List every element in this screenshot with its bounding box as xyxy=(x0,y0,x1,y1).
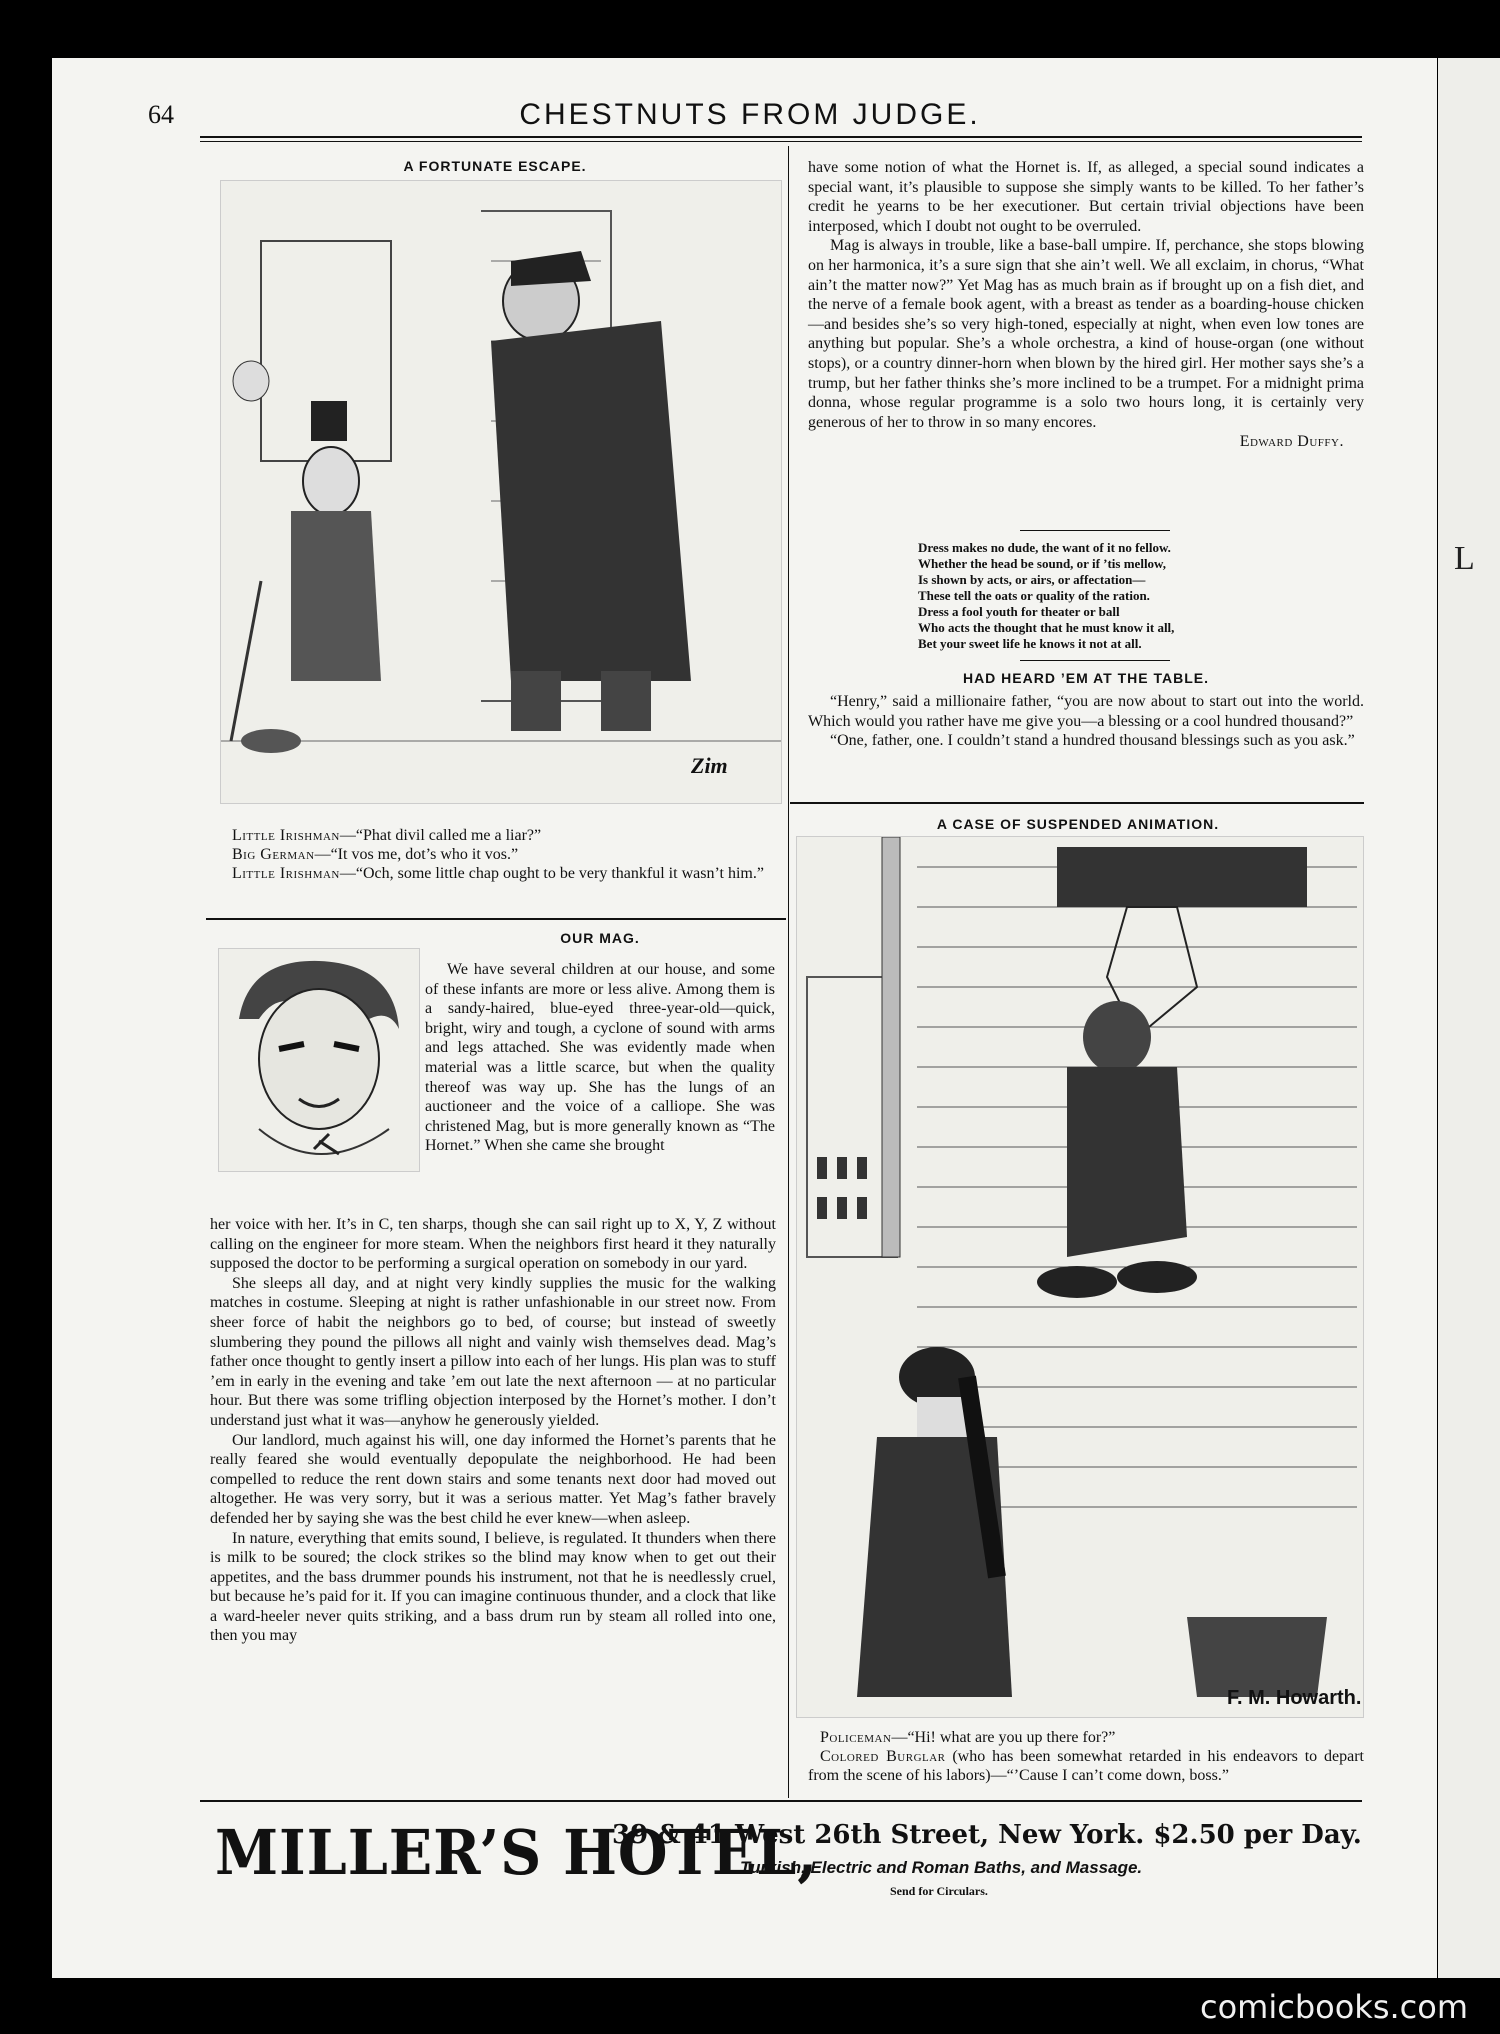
paragraph: Our landlord, much against his will, one day informed the Hornet’s parents that he really feared she would eventually depopulate the neighborhood. He had been compelled to reduce the rent down stairs and some tenants next door had moved out altogether. He was very sorry, but it was a serious matter. Yet Mag’s father bravely defended her by saying she was the best child he ever knew—when asleep. xyxy=(210,1431,776,1527)
illustration-signature: Zim xyxy=(691,753,728,778)
section-rule xyxy=(790,802,1364,804)
mag-portrait-illustration xyxy=(218,948,420,1172)
ad-send-for-circulars: Send for Circulars. xyxy=(890,1884,988,1898)
table-body xyxy=(808,692,1364,751)
ad-address: 39 & 41 West 26th Street, New York. $2.50 per Day. xyxy=(612,1820,1362,1850)
our-mag-heading: OUR MAG. xyxy=(560,930,640,946)
poem-line: Bet your sweet life he knows it not at all. xyxy=(918,636,1142,651)
poem-line: Who acts the thought that he must know it all, xyxy=(918,620,1175,635)
caption-line xyxy=(210,864,780,883)
poem-line: These tell the oats or quality of the ration. xyxy=(918,588,1150,603)
caption-line xyxy=(210,845,780,864)
table-heading: HAD HEARD ’EM AT THE TABLE. xyxy=(962,670,1210,686)
our-mag-body xyxy=(210,1215,776,1646)
caption-line xyxy=(210,826,780,845)
header-rule-thin xyxy=(200,141,1362,142)
paragraph: “One, father, one. I couldn’t stand a hundred thousand blessings such as you ask.” xyxy=(830,732,1355,750)
paragraph: We have several children at our house, and some of these infants are more or less alive. Among them is a sandy-haired, blue-eyed three-year-old—quick, bright, wiry and tough, a cyclone of sound with arms and legs attached. She was evidently made when material was a little scarce, but when the quality thereof was way up. She has the lungs of an auctioneer and the voice of a calliope. She was christened Mag, but is more generally known as “The Hornet.” When she came she brought xyxy=(425,961,775,1155)
paragraph: her voice with her. It’s in C, ten sharps, though she can sail right up to X, Y, Z without calling on the engineer for more steam. When the neighbors first heard it they naturally supposed the doctor to be performing a surgical operation on somebody in our yard. xyxy=(210,1216,776,1273)
suspended-heading: A CASE OF SUSPENDED ANIMATION. xyxy=(936,816,1220,832)
caption-text: (who has been somewhat retarded in his endeavors to depart from the scene of his labors)—“’Cause I can’t come down, boss.” xyxy=(808,1748,1364,1784)
page-number: 64 xyxy=(148,100,174,129)
adjacent-page-edge xyxy=(1438,58,1500,1978)
caption-text: —“Och, some little chap ought to be very thankful it wasn’t him.” xyxy=(339,865,764,882)
suspended-captions xyxy=(808,1728,1364,1785)
poem-line: Dress a fool youth for theater or ball xyxy=(918,604,1120,619)
caption-speaker: Big German xyxy=(232,846,315,863)
header-rule xyxy=(200,136,1362,138)
poem-line: Whether the head be sound, or if ’tis mellow, xyxy=(918,556,1166,571)
our-mag-side-text xyxy=(425,960,775,1156)
ad-hotel-name: MILLER’S HOTEL, xyxy=(215,1816,819,1889)
caption-text: —“Phat divil called me a liar?” xyxy=(339,827,542,844)
paragraph: In nature, everything that emits sound, I believe, is regulated. It thunders when there is milk to be soured; the clock strikes so the blind may know when to get out their appetites, and the bass drummer pounds his instrument, not that he is needlessly cruel, but because he’s paid for it. If you can imagine continuous thunder, and a clock that like a ward-heeler never quits striking, and a bass drum run by steam all rolled into one, then you may xyxy=(210,1529,776,1645)
our-mag-continued xyxy=(808,158,1364,452)
poem-line: Is shown by acts, or airs, or affectation— xyxy=(918,572,1146,587)
paragraph: She sleeps all day, and at night very kindly supplies the music for the walking matches in costume. Sleeping at night is rather unfashionable in our street now. From sheer force of habit the neighbors go to bed, of course; but instead of sweetly slumbering they pound the pillows all night and vainly wish themselves dead. Mag’s father once thought to gently insert a pillow into each of her lungs. His plan was to stuff ’em in early in the evening and take ’em out late the next afternoon — at no particular hour. But there was some trifling objection interposed by the Hornet’s mother. I don’t understand just what it was—anyhow he generously yielded. xyxy=(210,1274,776,1429)
caption-line xyxy=(808,1728,1364,1747)
caption-speaker: Policeman xyxy=(820,1729,892,1746)
caption-speaker: Little Irishman xyxy=(232,827,340,844)
site-watermark: comicbooks.com xyxy=(1200,1988,1469,2026)
short-rule xyxy=(1020,660,1170,661)
poem-line: Dress makes no dude, the want of it no fellow. xyxy=(918,540,1171,555)
caption-line xyxy=(808,1747,1364,1785)
section-rule xyxy=(206,918,786,920)
ad-baths: Turkish, Electric and Roman Baths, and Massage. xyxy=(740,1858,1143,1877)
poem xyxy=(918,540,1318,652)
illustration-signature: F. M. Howarth. xyxy=(1227,1687,1362,1709)
paragraph: “Henry,” said a millionaire father, “you are now about to start out into the world. Which would you rather have me give you—a blessing or a cool hundred thousand?” xyxy=(808,693,1364,730)
fortunate-escape-captions xyxy=(210,826,780,883)
adjacent-page-letter: L xyxy=(1454,540,1475,577)
column-divider xyxy=(788,146,789,1798)
author-signature: Edward Duffy. xyxy=(1239,433,1344,451)
caption-text: —“It vos me, dot’s who it vos.” xyxy=(314,846,519,863)
caption-speaker: Little Irishman xyxy=(232,865,340,882)
suspended-animation-illustration xyxy=(796,836,1364,1718)
ad-rule xyxy=(200,1800,1362,1802)
paragraph: have some notion of what the Hornet is. If, as alleged, a special sound indicates a special want, it’s plausible to suppose she simply wants to be killed. To her father’s credit he yearns to be her executioner. But certain trivial objections have been interposed, which I doubt not ought to be overruled. xyxy=(808,159,1364,235)
page-title: CHESTNUTS FROM JUDGE. xyxy=(519,98,981,131)
short-rule xyxy=(1020,530,1170,531)
caption-text: —“Hi! what are you up there for?” xyxy=(891,1729,1116,1746)
fortunate-escape-illustration xyxy=(220,180,782,804)
paragraph: Mag is always in trouble, like a base-ball umpire. If, perchance, she stops blowing on her harmonica, it’s a sure sign that she ain’t well. We all exclaim, in chorus, “What ain’t the matter now?” Yet Mag has as much brain as if brought up on a fish diet, and the nerve of a female book agent, with a breast as tender as a boarding-house chicken—and besides she’s so very high-toned, especially at night, when even low tones are anything but popular. She’s a whole orchestra, a kind of house-organ (one without stops), or a country dinner-horn when blown by the hired girl. Her mother says she’s a trump, but her father thinks she’s more inclined to be a trumpet. For a midnight prima donna, whose regular programme is a solo two hours long, it is certainly very generous of her to throw in so many encores. xyxy=(808,237,1364,431)
fortunate-escape-heading: A FORTUNATE ESCAPE. xyxy=(403,158,587,174)
caption-speaker: Colored Burglar xyxy=(820,1748,946,1765)
